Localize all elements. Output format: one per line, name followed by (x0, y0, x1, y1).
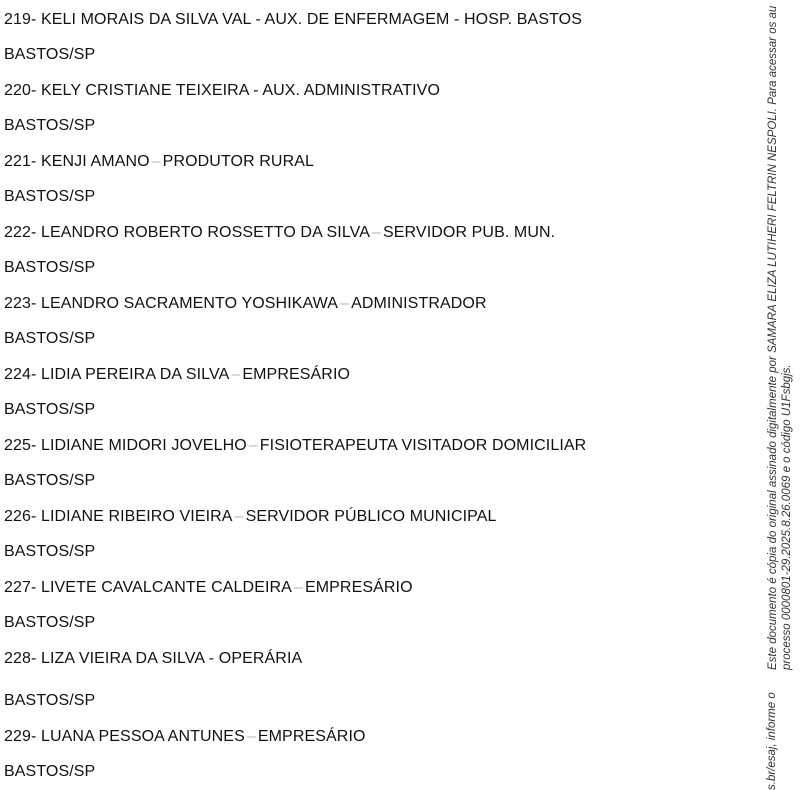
entry-line (4, 365, 350, 385)
stamp-line-1: Este documento é cópia do original assinado digitalmente por SAMARA ELIZA LUTIHERI FELTRIN NESPOLI. Para acessar os au (767, 5, 779, 670)
stamp-line-2: processo 0000801-29.2025.8.26.0069 e o código U1Fsbgjs. (781, 364, 793, 670)
entry-separator: – (372, 224, 382, 241)
entry-number: 219- (4, 11, 37, 28)
entry-name: LIZA VIEIRA DA SILVA (40, 650, 205, 667)
entry-role: EMPRESÁRIO (242, 366, 351, 383)
entry-number: 226- (4, 508, 37, 525)
entry-separator: – (151, 153, 161, 170)
entry-line (4, 436, 586, 456)
entry-number: 229- (4, 728, 37, 745)
entry-city: BASTOS/SP (4, 401, 96, 418)
entry-separator: – (340, 295, 350, 312)
entry-number: 225- (4, 437, 37, 454)
entry-role: SERVIDOR PUB. MUN. (383, 224, 556, 241)
entry-city: BASTOS/SP (4, 117, 96, 134)
entry-line (4, 223, 555, 243)
entry-line (4, 152, 314, 172)
entry-number: 228- (4, 650, 37, 667)
entry-line (4, 727, 366, 747)
entry-name: LEANDRO SACRAMENTO YOSHIKAWA (40, 295, 339, 312)
stamp-url-text: s.br/esaj, informe o (766, 692, 778, 790)
entry-city: BASTOS/SP (4, 46, 96, 63)
entry-number: 227- (4, 579, 37, 596)
entry-role: EMPRESÁRIO (304, 579, 413, 596)
entry-role: PRODUTOR RURAL (162, 153, 315, 170)
entry-line (4, 507, 497, 527)
entry-separator: - (255, 11, 261, 28)
entry-city: BASTOS/SP (4, 330, 96, 347)
entry-number: 224- (4, 366, 37, 383)
entry-separator: – (293, 579, 303, 596)
entry-line (4, 649, 302, 669)
entry-separator: – (246, 728, 256, 745)
entry-separator: – (231, 366, 241, 383)
entry-separator: – (248, 437, 258, 454)
entry-name: LIDIANE RIBEIRO VIEIRA (40, 508, 233, 525)
entry-role: EMPRESÁRIO (257, 728, 366, 745)
entry-number: 220- (4, 82, 37, 99)
entry-line (4, 578, 413, 598)
entry-role: OPERÁRIA (218, 650, 303, 667)
entry-city: BASTOS/SP (4, 692, 96, 709)
entry-name: LIDIA PEREIRA DA SILVA (40, 366, 230, 383)
entry-role: ADMINISTRADOR (351, 295, 487, 312)
entry-role: AUX. DE ENFERMAGEM - HOSP. BASTOS (264, 11, 582, 28)
entry-city: BASTOS/SP (4, 763, 96, 780)
entry-separator: - (253, 82, 259, 99)
entry-city: BASTOS/SP (4, 614, 96, 631)
entry-line (4, 10, 582, 30)
entry-name: LIDIANE MIDORI JOVELHO (40, 437, 247, 454)
entry-name: LUANA PESSOA ANTUNES (40, 728, 245, 745)
entry-name: LIVETE CAVALCANTE CALDEIRA (40, 579, 292, 596)
entry-name: KELI MORAIS DA SILVA VAL (40, 11, 251, 28)
entry-number: 221- (4, 153, 37, 170)
entry-name: LEANDRO ROBERTO ROSSETTO DA SILVA (40, 224, 371, 241)
entry-city: BASTOS/SP (4, 472, 96, 489)
entry-number: 222- (4, 224, 37, 241)
entry-line (4, 81, 440, 101)
entry-name: KENJI AMANO (40, 153, 150, 170)
entry-role: FISIOTERAPEUTA VISITADOR DOMICILIAR (259, 437, 587, 454)
entry-role: AUX. ADMINISTRATIVO (262, 82, 440, 99)
entry-city: BASTOS/SP (4, 543, 96, 560)
stamp-url-fragment (766, 690, 794, 790)
entry-name: KELY CRISTIANE TEIXEIRA (40, 82, 249, 99)
entry-separator: - (208, 650, 215, 667)
entry-number: 223- (4, 295, 37, 312)
entry-separator: – (234, 508, 244, 525)
entry-role: SERVIDOR PÚBLICO MUNICIPAL (245, 508, 497, 525)
entry-line (4, 294, 487, 314)
entry-city: BASTOS/SP (4, 188, 96, 205)
entry-city: BASTOS/SP (4, 259, 96, 276)
digital-signature-stamp (766, 0, 794, 670)
